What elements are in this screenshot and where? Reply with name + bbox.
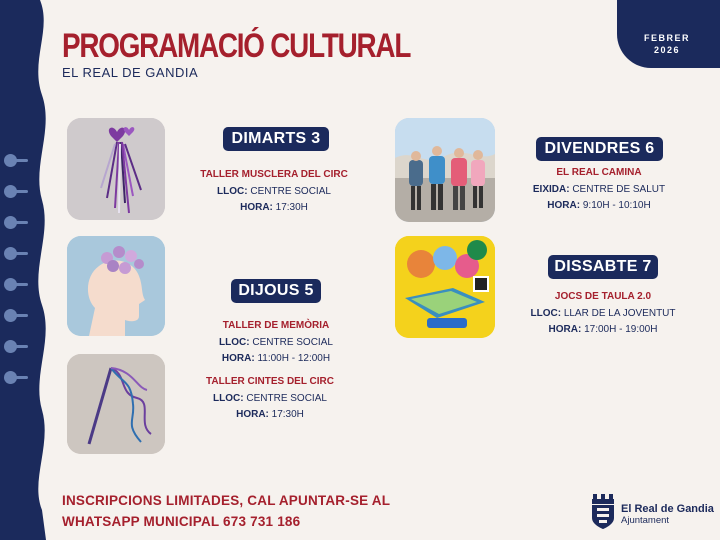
time-value: 17:30H [275, 202, 308, 213]
time-label: HORA: [236, 409, 269, 420]
event-name: TALLER DE MEMÒRIA [222, 320, 330, 331]
place-label: LLOC: [217, 185, 248, 197]
time-value: 17:00H - 19:00H [584, 324, 658, 335]
event-games [493, 289, 713, 339]
place-label: LLOC: [213, 392, 244, 404]
left-wave-band [0, 0, 60, 540]
town-crest-icon [590, 494, 616, 530]
date-month: FEBRER [643, 33, 690, 43]
time-value: 9:10H - 10:10H [582, 200, 651, 211]
event-name: JOCS DE TAULA 2.0 [554, 291, 652, 302]
registration-note [62, 490, 390, 532]
photo-games [395, 236, 495, 338]
day-thursday-badge: DIJOUS 5 [231, 279, 321, 303]
place-value: CENTRE DE SALUT [572, 183, 666, 195]
place-label: LLOC: [219, 336, 250, 348]
photo-walk [395, 118, 495, 222]
logo-subtitle: Ajuntament [621, 515, 670, 526]
time-value: 17:30H [271, 409, 304, 420]
event-musclera [164, 167, 384, 217]
place-label: LLOC: [530, 307, 562, 319]
event-ribbons [160, 374, 380, 424]
registration-line-1: INSCRIPCIONS LIMITADES, CAL APUNTAR-SE AL [62, 493, 391, 508]
place-label: EIXIDA: [532, 183, 570, 195]
time-label: HORA: [548, 324, 582, 335]
place-value: LLAR DE LA JOVENTUT [563, 307, 676, 319]
event-walk [489, 165, 709, 215]
event-name: EL REAL CAMINA [556, 167, 642, 178]
date-badge [617, 0, 720, 68]
day-saturday-badge: DISSABTE 7 [548, 255, 658, 279]
date-year: 2026 [653, 45, 681, 55]
time-label: HORA: [221, 353, 255, 364]
photo-memory [67, 236, 165, 336]
day-friday-badge: DIVENDRES 6 [536, 137, 663, 161]
page-subtitle: EL REAL DE GANDIA [62, 65, 199, 80]
registration-line-2: WHATSAPP MUNICIPAL 673 731 186 [62, 514, 301, 529]
photo-musclera [67, 118, 165, 220]
time-label: HORA: [547, 200, 581, 211]
place-value: CENTRE SOCIAL [250, 185, 331, 197]
event-name: TALLER MUSCLERA DEL CIRC [200, 169, 348, 180]
logo-name: El Real de Gandia [621, 503, 714, 515]
day-tuesday-badge: DIMARTS 3 [223, 127, 329, 151]
place-value: CENTRE SOCIAL [246, 392, 327, 404]
place-value: CENTRE SOCIAL [252, 336, 333, 348]
event-memory [166, 318, 386, 368]
photo-ribbons [67, 354, 165, 454]
time-value: 11:00H - 12:00H [257, 353, 331, 364]
time-label: HORA: [240, 202, 273, 213]
page-title: PROGRAMACIÓ CULTURAL [62, 27, 411, 65]
event-name: TALLER CINTES DEL CIRC [206, 376, 334, 387]
